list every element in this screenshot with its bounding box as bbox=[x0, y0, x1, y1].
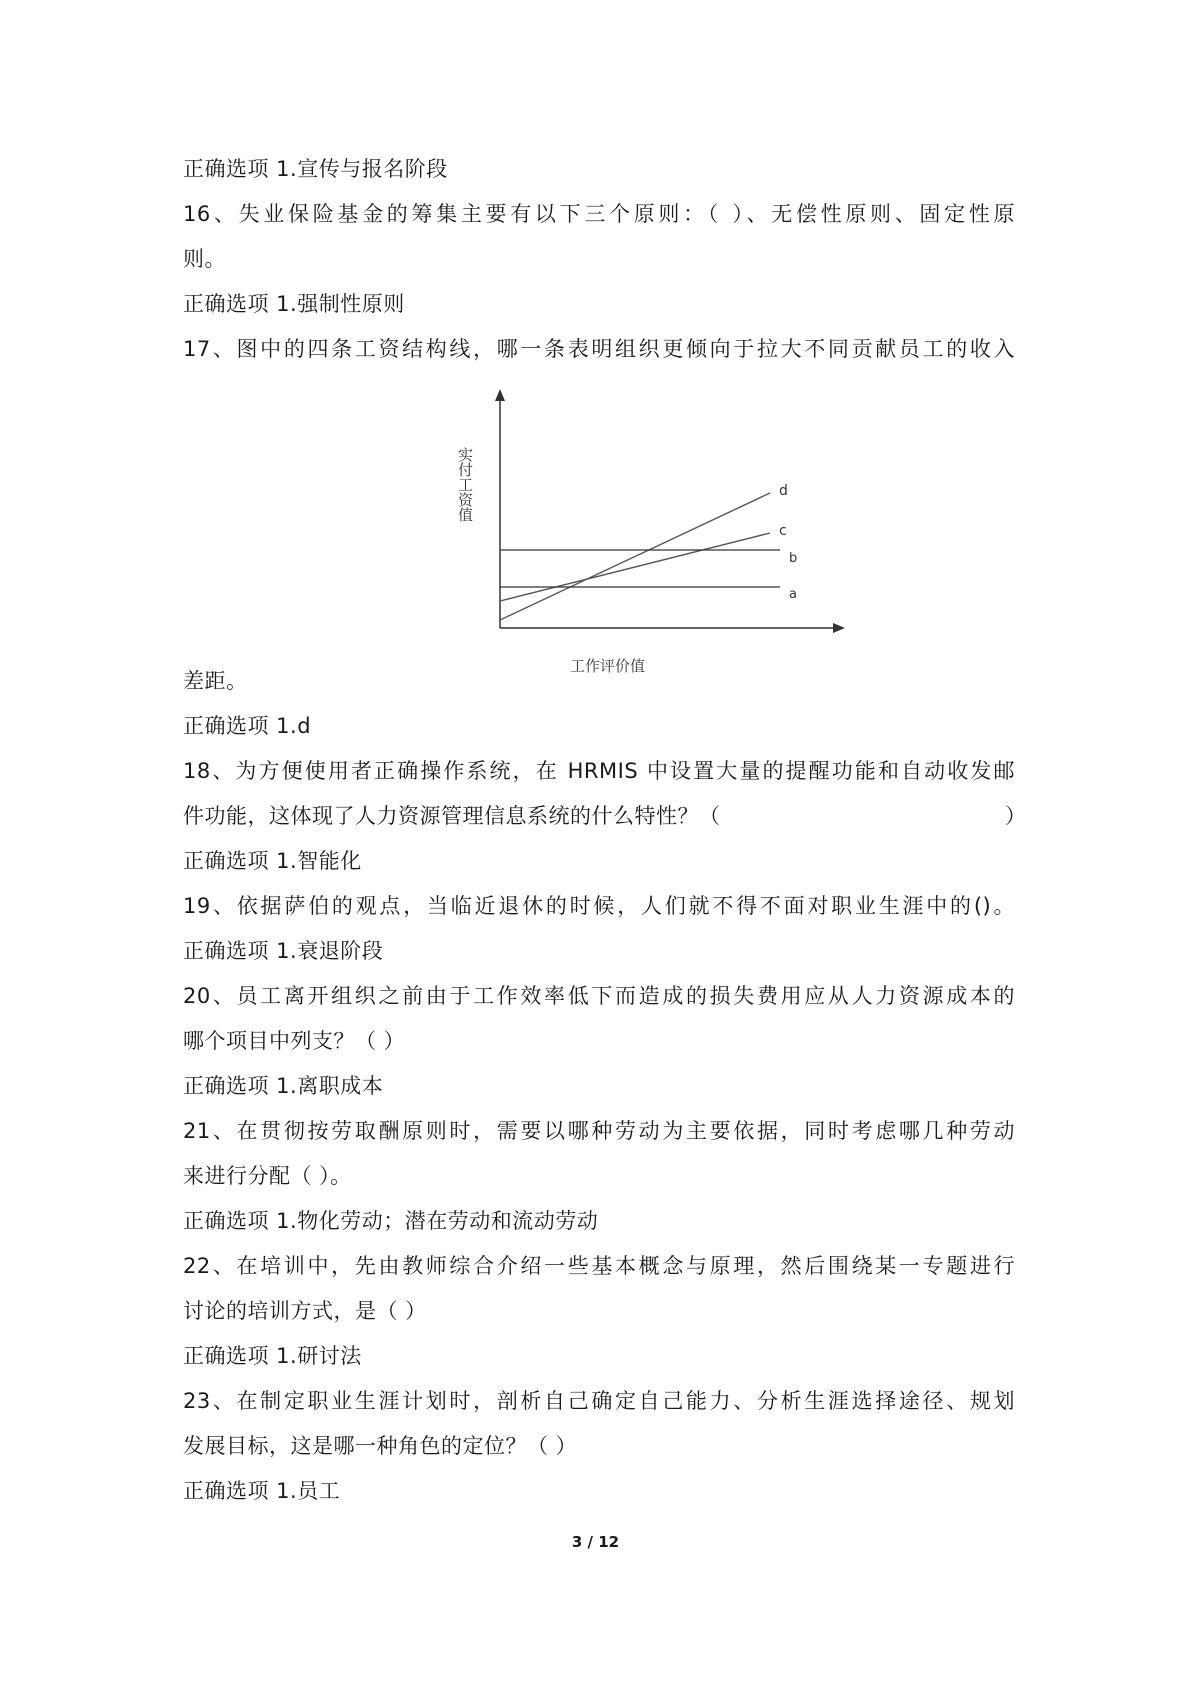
wage-structure-figure bbox=[440, 385, 860, 675]
question-line: 18、为方便使用者正确操作系统，在 HRMIS 中设置大量的提醒功能和自动收发邮 bbox=[183, 759, 1015, 783]
question-line: 20、员工离开组织之前由于工作效率低下而造成的损失费用应从人力资源成本的 bbox=[183, 984, 1015, 1008]
page-number: 3 / 12 bbox=[571, 1533, 620, 1551]
x-axis-arrow bbox=[833, 623, 845, 633]
question-line: 21、在贯彻按劳取酬原则时，需要以哪种劳动为主要依据，同时考虑哪几种劳动 bbox=[183, 1119, 1015, 1143]
line-label-d: d bbox=[779, 483, 788, 499]
line-c bbox=[500, 533, 770, 601]
answer-line: 正确选项 1.员工 bbox=[183, 1479, 341, 1503]
question-line: 23、在制定职业生涯计划时，剖析自己确定自己能力、分析生涯选择途径、规划 bbox=[183, 1389, 1015, 1413]
question-line: 讨论的培训方式，是（ ） bbox=[183, 1299, 427, 1323]
y-axis-title: 实付工资值 bbox=[456, 447, 474, 522]
line-label-a: a bbox=[789, 587, 797, 602]
line-label-b: b bbox=[789, 551, 798, 566]
x-axis-title: 工作评价值 bbox=[570, 657, 646, 675]
question-line: 哪个项目中列支？（ ） bbox=[183, 1029, 406, 1053]
question-line: 差距。 bbox=[183, 669, 248, 693]
question-line: 17、图中的四条工资结构线，哪一条表明组织更倾向于拉大不同贡献员工的收入 bbox=[183, 337, 1015, 361]
line-d bbox=[500, 493, 770, 620]
question-line: 则。 bbox=[183, 247, 226, 271]
y-axis-arrow bbox=[495, 389, 505, 401]
question-line: 16、失业保险基金的筹集主要有以下三个原则：（ ）、无偿性原则、固定性原 bbox=[183, 202, 1015, 226]
answer-line: 正确选项 1.d bbox=[183, 714, 312, 738]
line-label-c: c bbox=[779, 523, 787, 539]
question-line: ） bbox=[1005, 804, 1027, 828]
answer-line: 正确选项 1.衰退阶段 bbox=[183, 939, 384, 963]
answer-line: 正确选项 1.宣传与报名阶段 bbox=[183, 157, 448, 181]
answer-line: 正确选项 1.研讨法 bbox=[183, 1344, 362, 1368]
question-line: 发展目标，这是哪一种角色的定位？（ ） bbox=[183, 1434, 578, 1458]
question-line: 件功能，这体现了人力资源管理信息系统的什么特性？（ bbox=[183, 804, 721, 828]
answer-line: 正确选项 1.智能化 bbox=[183, 849, 362, 873]
answer-line: 正确选项 1.物化劳动；潜在劳动和流动劳动 bbox=[183, 1209, 599, 1233]
question-line: 来进行分配（ ）。 bbox=[183, 1164, 352, 1188]
answer-line: 正确选项 1.强制性原则 bbox=[183, 292, 405, 316]
question-line: 19、依据萨伯的观点，当临近退休的时候，人们就不得不面对职业生涯中的()。 bbox=[183, 894, 1015, 918]
answer-line: 正确选项 1.离职成本 bbox=[183, 1074, 384, 1098]
question-line: 22、在培训中，先由教师综合介绍一些基本概念与原理，然后围绕某一专题进行 bbox=[183, 1254, 1015, 1278]
